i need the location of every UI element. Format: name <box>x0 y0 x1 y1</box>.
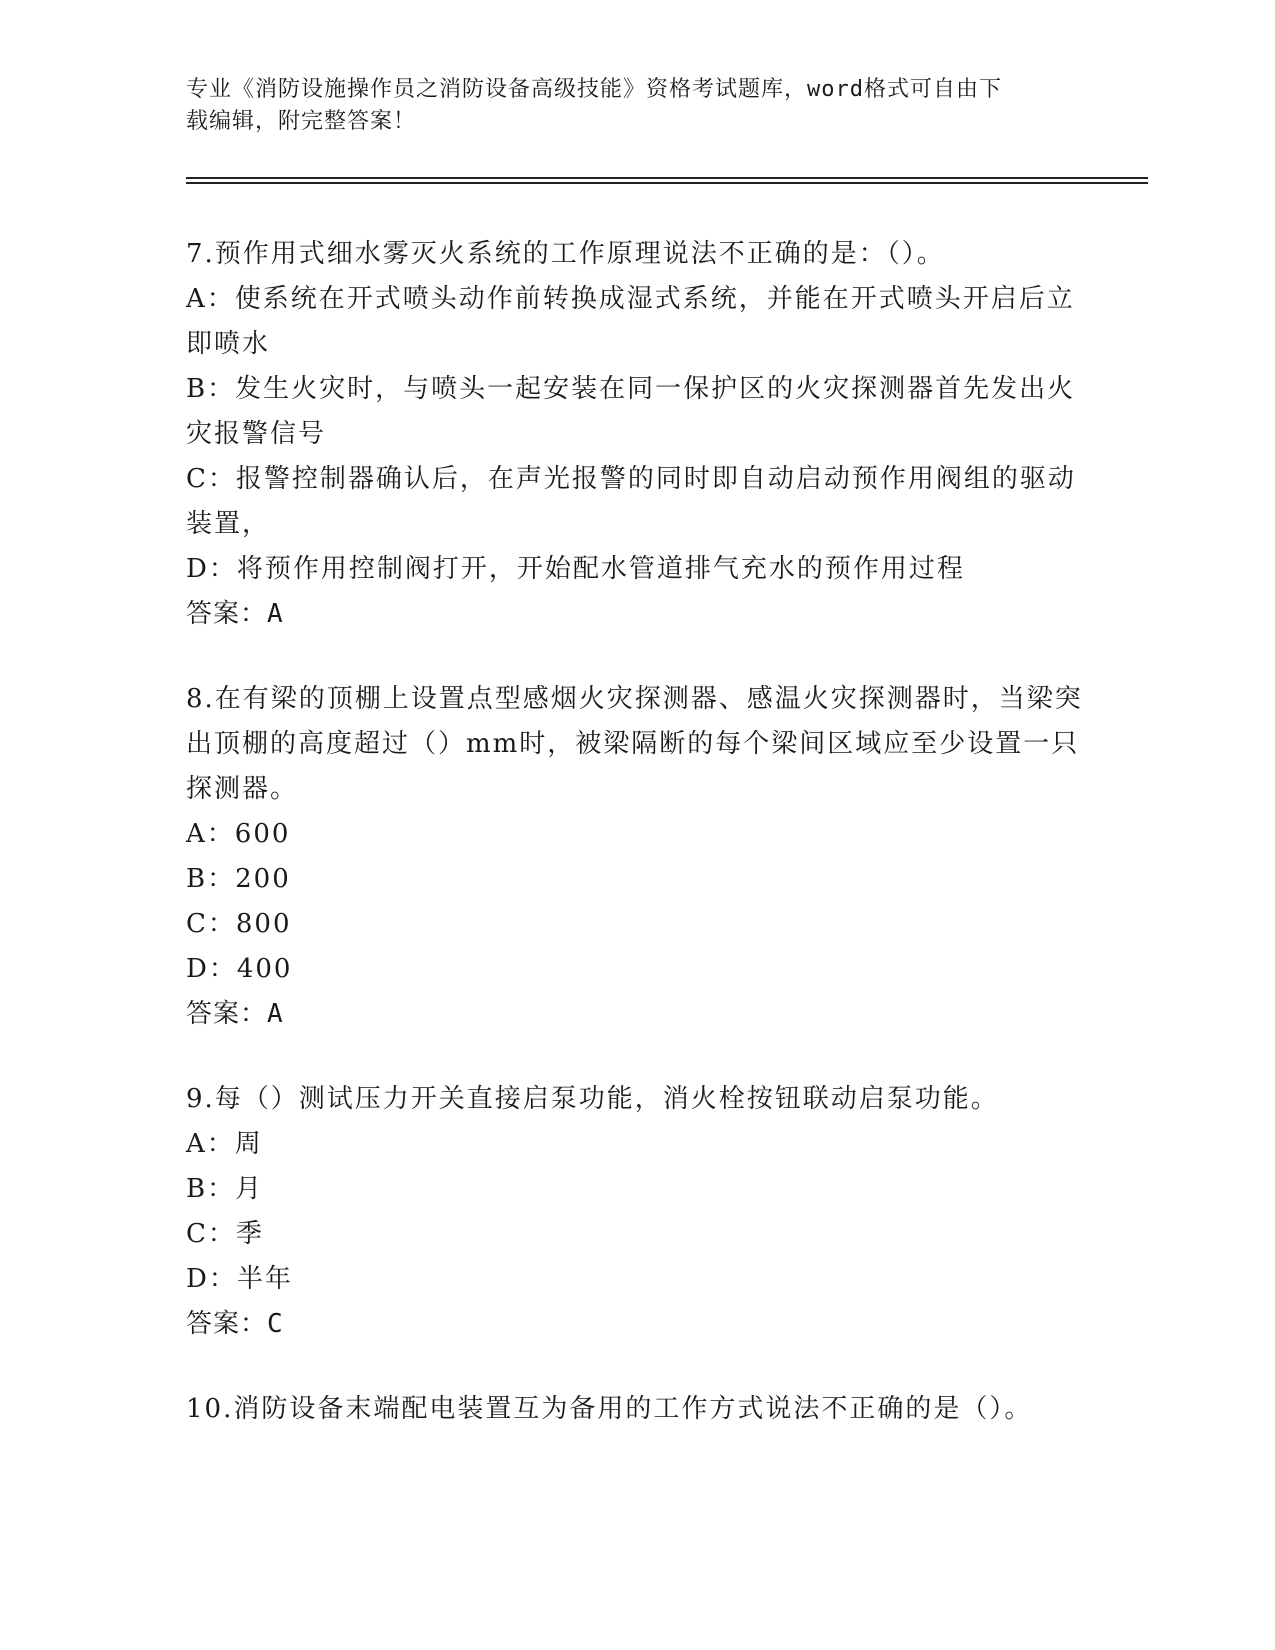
header-rule-bottom <box>186 182 1148 184</box>
header-line-2: 载编辑，附完整答案！ <box>186 109 417 134</box>
question-stem: 10.消防设备末端配电装置互为备用的工作方式说法不正确的是（）。 <box>186 1394 1033 1424</box>
option-c: C：报警控制器确认后，在声光报警的同时即自动启动预作用阀组的驱动装置， <box>186 464 1076 539</box>
question-10 <box>186 1387 1086 1432</box>
question-7 <box>186 232 1086 637</box>
question-stem: 9.每（）测试压力开关直接启泵功能，消火栓按钮联动启泵功能。 <box>186 1084 999 1114</box>
option-a: A：使系统在开式喷头动作前转换成湿式系统，并能在开式喷头开启后立即喷水 <box>186 284 1075 359</box>
question-stem: 7.预作用式细水雾灭火系统的工作原理说法不正确的是：（）。 <box>186 239 945 269</box>
option-d: D：将预作用控制阀打开，开始配水管道排气充水的预作用过程 <box>186 554 965 584</box>
answer-label: 答案：A <box>186 999 284 1029</box>
question-8 <box>186 677 1086 1037</box>
option-c: C：800 <box>186 909 292 939</box>
header-rule-top <box>186 177 1148 179</box>
option-b: B：发生火灾时，与喷头一起安装在同一保护区的火灾探测器首先发出火灾报警信号 <box>186 374 1076 449</box>
answer-label: 答案：C <box>186 1309 284 1339</box>
document-header <box>186 74 1066 138</box>
option-c: C：季 <box>186 1219 264 1249</box>
header-line-1: 专业《消防设施操作员之消防设备高级技能》资格考试题库，word格式可自由下 <box>186 77 1002 102</box>
question-list <box>186 232 1086 1472</box>
option-d: D：半年 <box>186 1264 293 1294</box>
question-stem: 8.在有梁的顶棚上设置点型感烟火灾探测器、感温火灾探测器时，当梁突出顶棚的高度超过（）mm时，被梁隔断的每个梁间区域应至少设置一只探测器。 <box>186 684 1083 804</box>
option-b: B：月 <box>186 1174 264 1204</box>
question-9 <box>186 1077 1086 1347</box>
option-a: A：周 <box>186 1129 263 1159</box>
option-a: A：600 <box>186 819 291 849</box>
option-d: D：400 <box>186 954 293 984</box>
answer-label: 答案：A <box>186 599 284 629</box>
option-b: B：200 <box>186 864 291 894</box>
